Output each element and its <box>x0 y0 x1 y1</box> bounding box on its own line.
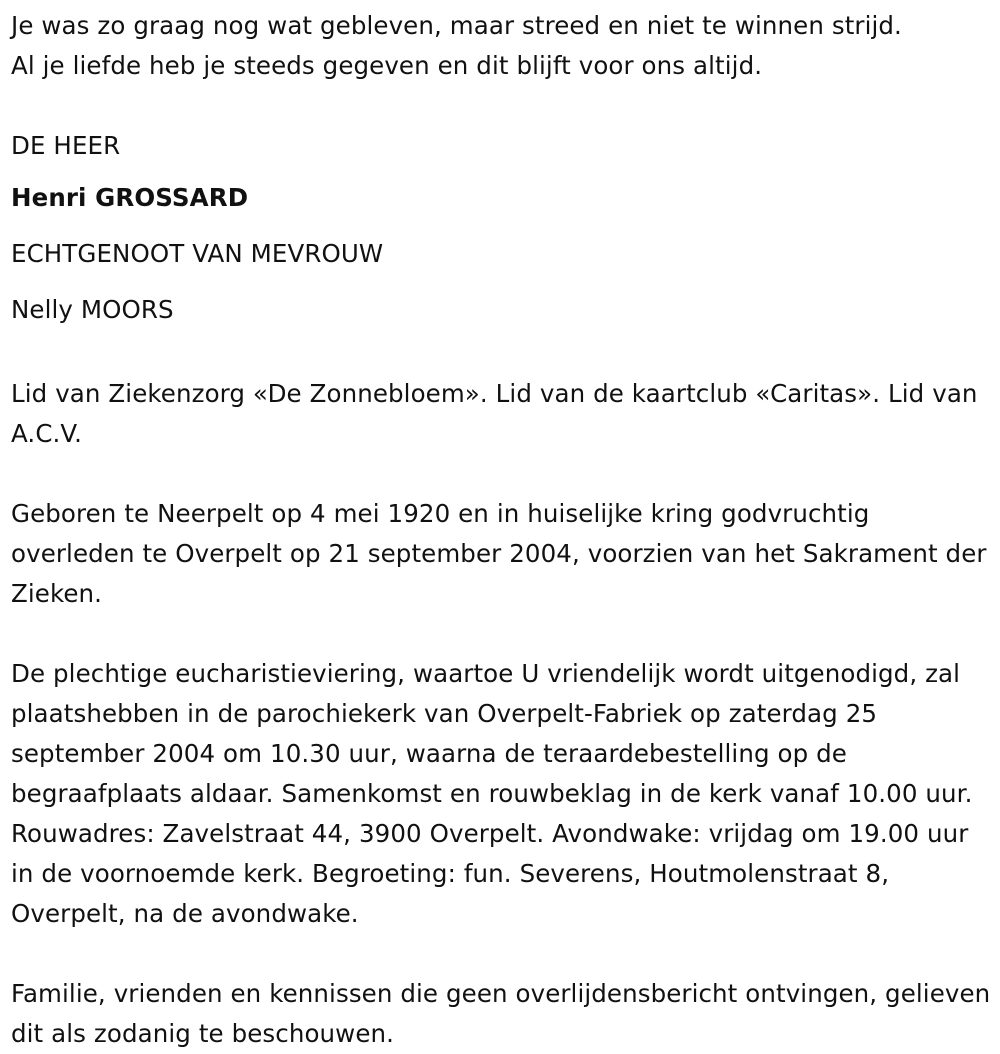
memberships-paragraph: Lid van Ziekenzorg «De Zonnebloem». Lid van de kaartclub «Caritas». Lid van A.C.V. <box>11 379 978 448</box>
spacer <box>11 614 996 654</box>
spacer <box>11 934 996 974</box>
closing-paragraph: Familie, vrienden en kennissen die geen overlijdensbericht ontvingen, gelieven dit als zodanig te beschouwen. <box>11 979 991 1048</box>
deceased-title: DE HEER <box>11 131 121 160</box>
deceased-relation: ECHTGENOOT VAN MEVROUW <box>11 239 384 268</box>
verse-line-1: Je was zo graag nog wat gebleven, maar streed en niet te winnen strijd. <box>11 11 902 40</box>
deceased-name: Henri GROSSARD <box>11 183 249 212</box>
ceremony-paragraph: De plechtige eucharistieviering, waartoe U vriendelijk wordt uitgenodigd, zal plaatshebben in de parochiekerk van Overpelt-Fabriek op zaterdag 25 september 2004 om 10.30 uur, waarna de teraardebestelling op de begraafplaats aldaar. Samenkomst en rouwbeklag in de kerk vanaf 10.00 uur. Rouwadres: Zavelstraat 44, 3900 Overpelt. Avondwake: vrijdag om 19.00 uur in de voornoemde kerk. Begroeting: fun. Severens, Houtmolenstraat 8, Overpelt, na de avondwake. <box>11 659 973 928</box>
verse-line-2: Al je liefde heb je steeds gegeven en dit blijft voor ons altijd. <box>11 51 763 80</box>
spacer <box>11 334 996 374</box>
spouse-name: Nelly MOORS <box>11 295 174 324</box>
spacer <box>11 86 996 126</box>
obituary-notice <box>11 6 996 1054</box>
verse <box>11 6 996 86</box>
birth-death-paragraph: Geboren te Neerpelt op 4 mei 1920 en in huiselijke kring godvruchtig overleden te Overpelt op 21 september 2004, voorzien van het Sakrament der Zieken. <box>11 499 987 608</box>
deceased-block <box>11 126 996 334</box>
spacer <box>11 454 996 494</box>
